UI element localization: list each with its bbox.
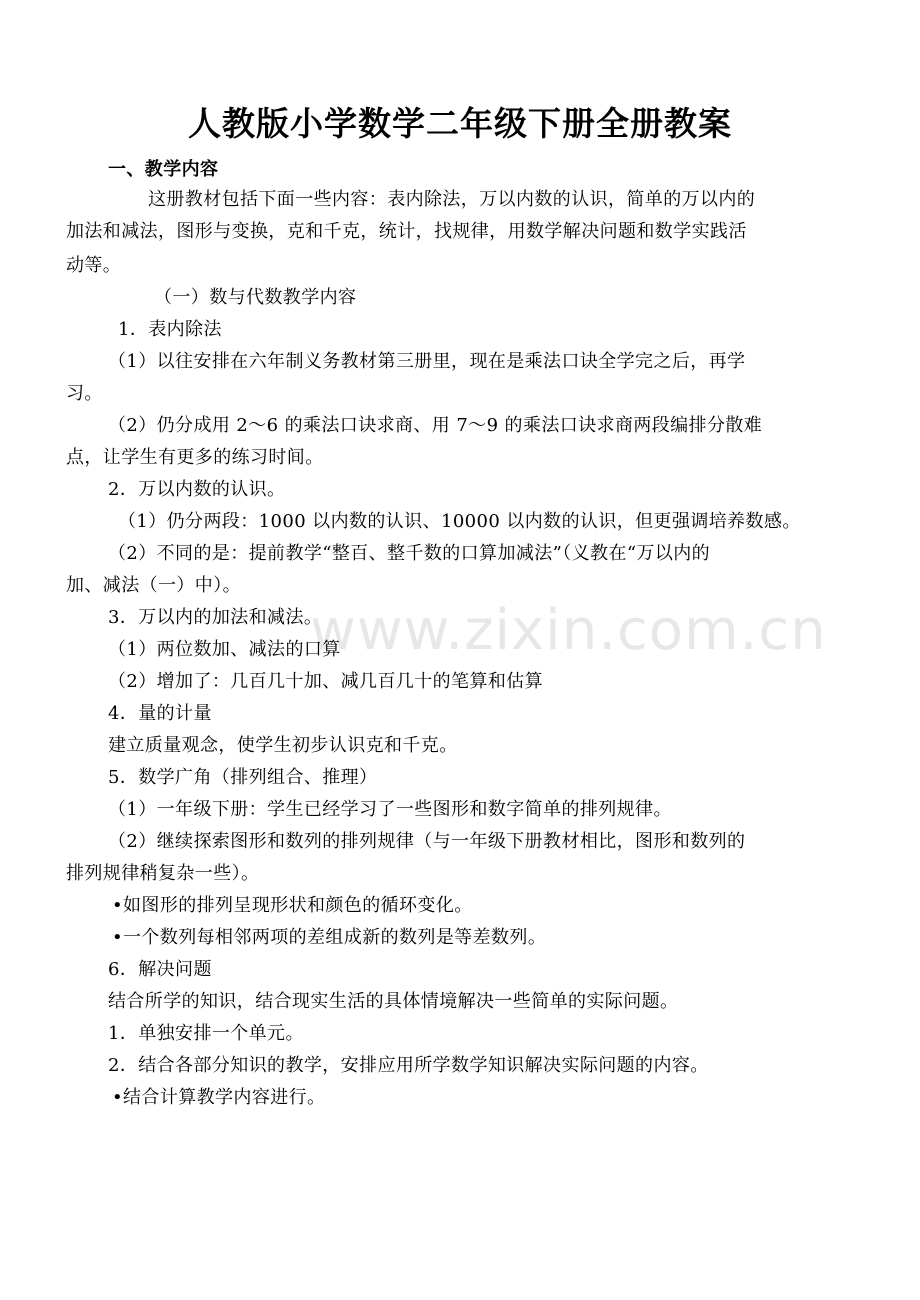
paragraph-line: （1）一年级下册：学生已经学习了一些图形和数字简单的排列规律。	[108, 799, 672, 820]
document-title: 人教版小学数学二年级下册全册教案	[188, 104, 732, 143]
topic-heading: 1．表内除法	[118, 319, 222, 340]
subsection-heading: （一）数与代数教学内容	[154, 287, 357, 308]
paragraph-line: 排列规律稍复杂一些）。	[66, 863, 260, 884]
topic-heading: 3．万以内的加法和减法。	[108, 607, 323, 628]
paragraph-line: （1）以往安排在六年制义务教材第三册里，现在是乘法口诀全学完之后，再学	[108, 351, 746, 372]
bullet-item: •结合计算教学内容进行。	[112, 1087, 326, 1108]
paragraph-line: 加法和减法，图形与变换，克和千克，统计，找规律，用数学解决问题和数学实践活	[66, 221, 747, 242]
paragraph-line: 这册教材包括下面一些内容：表内除法，万以内数的认识，简单的万以内的	[148, 189, 756, 210]
paragraph-line: （2）增加了：几百几十加、减几百几十的笔算和估算	[108, 671, 544, 692]
paragraph-line: （1）仍分两段：1000 以内数的认识、10000 以内数的认识，但更强调培养数感。	[118, 511, 801, 532]
bullet-item: •一个数列每相邻两项的差组成新的数列是等差数列。	[112, 927, 547, 948]
bullet-item: •如图形的排列呈现形状和颜色的循环变化。	[112, 895, 473, 916]
paragraph-line: 习。	[66, 383, 103, 404]
paragraph-line: 点，让学生有更多的练习时间。	[66, 447, 324, 468]
paragraph-line: （2）仍分成用 2～6 的乘法口诀求商、用 7～9 的乘法口诀求商两段编排分散难	[108, 415, 763, 436]
section-heading-teaching-content: 一、教学内容	[108, 159, 219, 180]
paragraph-line: （2）继续探索图形和数列的排列规律（与一年级下册教材相比，图形和数列的	[108, 831, 746, 852]
list-item: 1．单独安排一个单元。	[108, 1023, 304, 1044]
paragraph-line: 结合所学的知识，结合现实生活的具体情境解决一些简单的实际问题。	[108, 991, 679, 1012]
paragraph-line: 加、减法（一）中）。	[66, 575, 241, 596]
paragraph-line: 动等。	[66, 255, 122, 276]
list-item: 2．结合各部分知识的教学，安排应用所学数学知识解决实际问题的内容。	[108, 1055, 709, 1076]
topic-heading: 4．量的计量	[108, 703, 212, 724]
paragraph-line: 建立质量观念，使学生初步认识克和千克。	[108, 735, 458, 756]
paragraph-line: （1）两位数加、减法的口算	[108, 639, 341, 660]
topic-heading: 5．数学广角（排列组合、推理）	[108, 767, 378, 788]
topic-heading: 2．万以内数的认识。	[108, 479, 286, 500]
paragraph-line: （2）不同的是：提前教学“整百、整千数的口算加减法”（义教在“万以内的	[108, 543, 711, 564]
topic-heading: 6．解决问题	[108, 959, 212, 980]
watermark: www.zixin.com.cn	[310, 598, 827, 663]
